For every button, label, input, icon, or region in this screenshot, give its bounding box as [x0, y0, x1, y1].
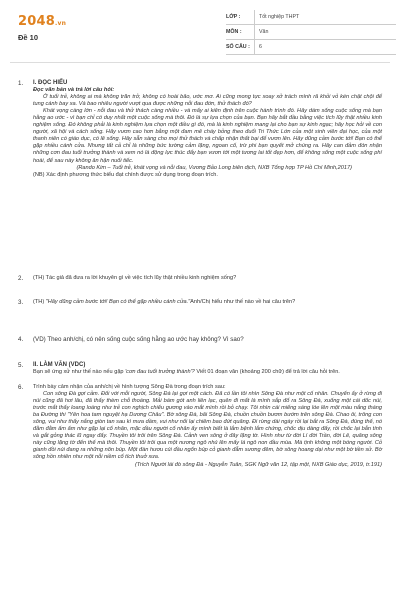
- question-1: [33, 80, 382, 179]
- passage-paragraph: Con sông Đà gợi cảm. Đối với mỗi người, Sông Đà lại gợi một cách. Đã có lần tôi nhìn Sông Đà như một cố nhân. Chuyến ấy ở rừng đi núi cũng đã hơi lâu, đã thấy thèm chỗ thoáng. Mải bám gót anh liên lạc, quên đi mất là mình sắp đổ ra Sông Đà, xuống một cái dốc núi, trước mắt thấy loang loáng như trẻ con nghịch chiếu gương vào mắt mình rồi bỏ chạy. Tôi nhìn cái miếng sáng lóe lên một màu nắng tháng ba Đường thi "Yên hoa tam nguyệt hạ Dương Châu". Bờ sông Đà, bãi Sông Đà, chuồn chuồn bươm bướm trên sông Đà. Chao ôi, trông con sông, vui như thấy nắng giòn tan sau kì mưa dầm, vui như nối lại chiêm bao đứt quãng. Đi rừng dài ngày rồi lại bắt ra Sông Đà, đúng thế, nó đằm đằm ấm ấm như gặp lại cố nhân, mặc dầu người cố nhân ấy mình biết là lắm bệnh lắm chứng, chốc dịu dàng đấy, rồi chốc lại bẳn tính và gắt gỏng thác lũ ngay đấy. Thuyền tôi trôi trên Sông Đà. Cảnh ven sông ở đây lặng tờ. Hình như từ đời Lí đời Trần, đời Lê, quãng sông này cũng lặng tờ đến thế mà thôi. Thuyền tôi trôi qua một nương ngô nhú lên mấy lá ngô non đầu mùa. Mà tịnh không một bóng người. Cỏ gianh đồi núi đang ra những nõn búp. Một đàn hươu cúi đầu ngốn búp cỏ gianh đẫm sương đêm, bờ sông hoang dại như một bờ tiền sử. Bờ sông hồn nhiên như một nỗi niềm cổ tích thuở xưa.: [33, 391, 382, 461]
- question-text: (VD) Theo anh/chị, có nên sống cuộc sống hằng ao ước hay không? Vì sao?: [33, 336, 244, 343]
- question-5: [33, 362, 382, 376]
- section-title: II. LÀM VĂN (VDC): [33, 362, 86, 368]
- meta-key: SỐ CÂU :: [226, 44, 250, 50]
- question-2: [33, 275, 382, 282]
- question-6: [33, 384, 382, 469]
- passage-source: (Trích Người lái đò sông Đà - Nguyễn Tuân, SGK Ngữ văn 12, tập một, NXB Giáo dục, 2019, tr.191): [135, 461, 382, 468]
- question-number: 6.: [18, 384, 24, 391]
- passage-paragraph: Ở tuổi trẻ, không ai mà không trăn trở, không có hoài bão, ước mơ. Ai cũng mong tực xoay xở trách mình rã khỏi vỏ kén chật chội để tung cánh bay xa. Và bao nhiêu người vượt qua được những nỗi đau đớn, thử thách đó?: [33, 94, 382, 108]
- passage-source: (Rando Kim – Tuổi trẻ, khát vọng và nỗi đau, Vương Bảo Long biên dịch, NXB Tổng hợp TP Hồ Chí Minh,2017): [76, 164, 352, 171]
- question-3: [33, 299, 382, 306]
- question-text: (NB) Xác định phương thức biểu đạt chính được sử dụng trong đoạn trích.: [33, 171, 218, 178]
- exam-header: [0, 0, 400, 62]
- reading-passage: [33, 94, 382, 164]
- question-level-tag: (TH): [33, 299, 45, 305]
- question-level-tag: (NB): [33, 171, 45, 178]
- meta-value: Tốt nghiệp THPT: [254, 10, 299, 24]
- question-number: 2.: [18, 275, 24, 282]
- quoted-text: 'cơn đau tuổi trưởng thành'?: [125, 369, 195, 376]
- question-4: [33, 336, 382, 343]
- question-level-tag: (VD): [33, 336, 46, 343]
- quoted-text: "Hãy dũng cảm bước tới! Bạn có thể gặp nhiều cánh cửa.": [45, 299, 191, 305]
- question-number: 4.: [18, 336, 24, 343]
- question-number: 5.: [18, 362, 24, 369]
- section-title: I. ĐỌC HIỂU: [33, 80, 68, 86]
- meta-key: LỚP :: [226, 14, 241, 20]
- meta-row-count: [226, 40, 396, 55]
- question-text: Bạn sẽ ứng xử như thế nào nếu gặp 'cơn đau tuổi trưởng thành'? Viết 01 đoạn văn (khoảng 200 chữ) để trả lời câu hỏi trên.: [33, 369, 340, 376]
- exam-code: Đề 10: [18, 33, 39, 42]
- exam-meta-table: [226, 10, 396, 55]
- question-text: Trình bày cảm nhận của anh/chị về hình tượng Sông Đà trong đoạn trích sau:: [33, 384, 226, 390]
- literary-passage: [33, 391, 382, 461]
- meta-key: MÔN :: [226, 29, 242, 35]
- question-level-tag: (TH): [33, 275, 45, 281]
- question-number: 3.: [18, 299, 24, 306]
- meta-row-subject: [226, 25, 396, 40]
- header-divider: [10, 62, 390, 63]
- site-logo[interactable]: 2048.vn: [18, 14, 67, 29]
- meta-value: 6: [254, 40, 262, 54]
- meta-row-class: [226, 10, 396, 25]
- passage-paragraph: Khát vọng càng lớn - nỗi đau và thử thách càng nhiều - và mấy ai kiên định trên cuộc hành trình đó. Hãy dám sống cuộc sống mà bạn hằng ao ước - vì bạn chỉ có duy nhất một cuộc sống mà thôi. Đó là sự lựa chọn của bạn. Bạn hãy bắt đầu bằng việc tích lũy thật nhiều kinh nghiệm sống. Đó không phải là kinh nghiệm lựa chọn một điều gì đó, mà là kinh nghiệm mang lại cho bạn sự kinh ngạc; hãy học hỏi về con người, xã hội và cách sống. Hãy vươn cao hơn bằng một đam mê cháy bỏng theo đuổi Tri Thức Lớn của một sinh viên đại học, của một thanh niên có giáo dục, có lẽ sống. Hãy sẵn sàng cho mọi thử thách và chấp nhận thất bại để vươn lên. Hãy dũng cảm bước tới! Bạn có thể gặp nhiều cánh cửa. Nhưng tất cả chỉ là những bức tường cảm lặng, ngoan cố, trừ phi bạn quyết mở chúng ra. Hãy can đảm đón nhận những cơn đau tuổi trưởng thành và xem nó là động lực thúc đẩy bạn vươn tới một tương lai tốt đẹp hơn, để không sống một cuộc sống phí hoài, để sau này không ân hận nuối tiếc.: [33, 108, 382, 164]
- section-subtitle: Đọc văn bản và trả lời câu hỏi:: [33, 87, 115, 94]
- meta-value: Văn: [254, 25, 268, 39]
- question-number: 1.: [18, 80, 24, 87]
- question-text: (TH) "Hãy dũng cảm bước tới! Bạn có thể gặp nhiều cánh cửa."Anh/Chị hiểu như thế nào về hai câu trên?: [33, 299, 296, 305]
- question-text: (TH) Tác giả đã đưa ra lời khuyên gì về việc tích lũy thật nhiều kinh nghiệm sống?: [33, 275, 237, 281]
